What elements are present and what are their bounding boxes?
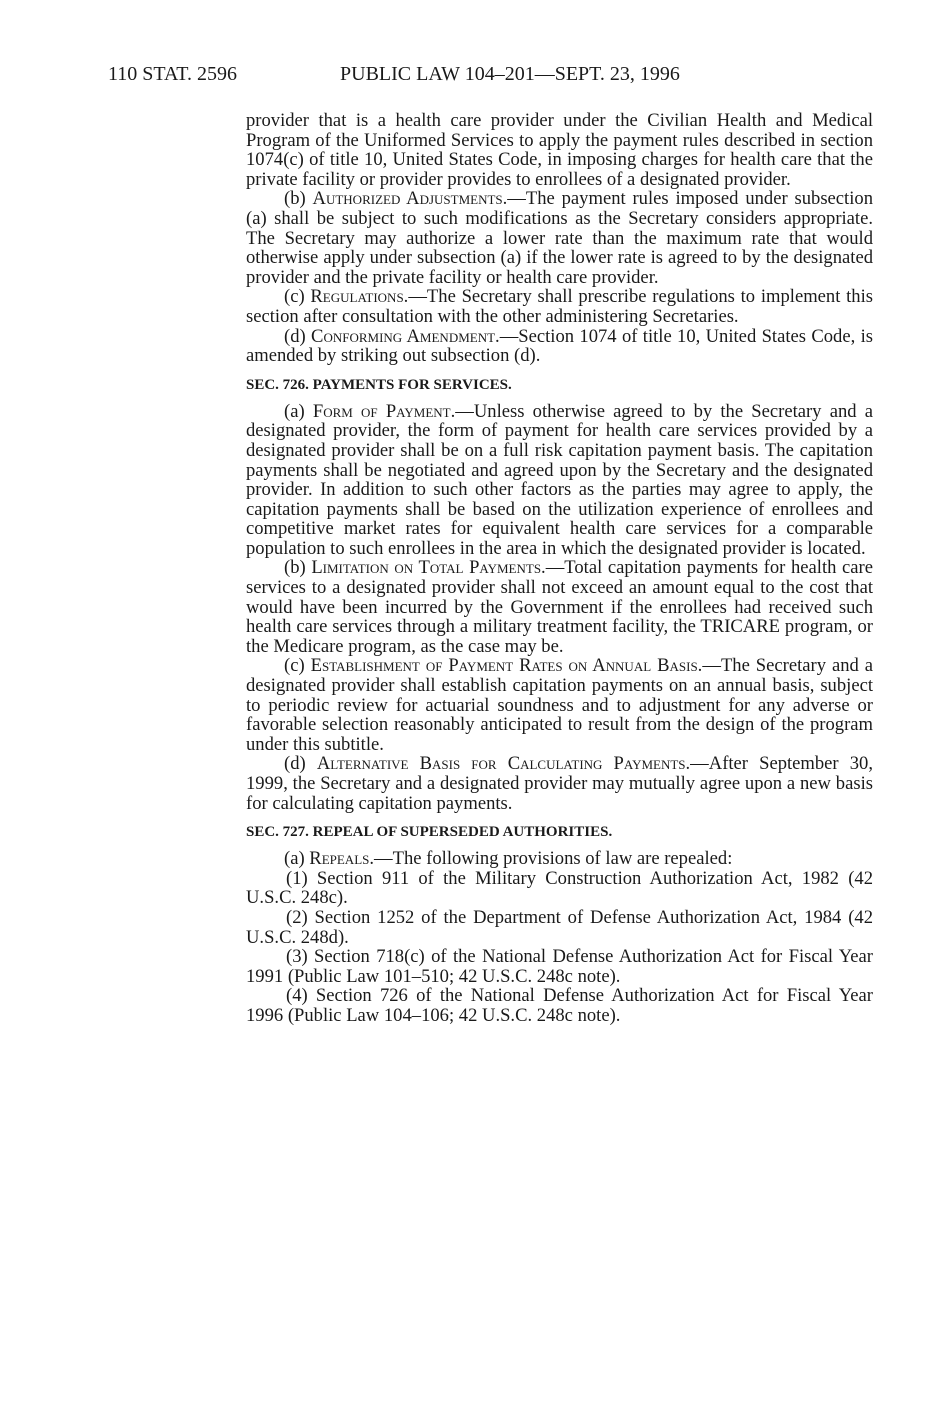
repealed-item: (3) Section 718(c) of the National Defense Authorization Act for Fiscal Year 1991 (Public Law 101–510; 42 U.S.C. 248c note).: [246, 946, 873, 987]
repealed-item: (1) Section 911 of the Military Construction Authorization Act, 1982 (42 U.S.C. 248c).: [246, 867, 873, 909]
subsection-text: —Section 1074 of title 10, United States Code, is amended by striking out subsection (d).: [246, 325, 873, 367]
subsection-heading: Form of Payment.: [312, 400, 456, 422]
subsection-heading: Establishment of Payment Rates on Annual Basis.: [310, 655, 703, 677]
statute-page-number: 110 STAT. 2596: [108, 63, 237, 85]
subsection-number: (b): [284, 188, 306, 210]
subsection-number: (a): [284, 848, 305, 870]
subsection-number: (d): [284, 325, 306, 347]
section-726-heading: SEC. 726. PAYMENTS FOR SERVICES.: [246, 376, 512, 393]
subsection-text: —Total capitation payments for health care services to a designated provider shall not exceed an amount equal to the cost that would have been incurred by the Government if the enrollees had received such health care services through a military treatment facility, the TRICARE program, or the Medicare program, as the case may be.: [246, 557, 873, 657]
subsection-heading: Limitation on Total Payments.: [311, 557, 546, 579]
repealed-item: (4) Section 726 of the National Defense Authorization Act for Fiscal Year 1996 (Public Law 104–106; 42 U.S.C. 248c note).: [246, 985, 873, 1026]
subsection-heading: Repeals.: [309, 848, 375, 870]
subsection-heading: Authorized Adjustments.: [312, 188, 508, 210]
subsection-number: (c): [284, 286, 305, 308]
sec725-subsection-d: [246, 327, 873, 366]
document-body: [246, 111, 873, 1026]
subsection-heading: Regulations.: [310, 286, 409, 308]
subsection-text: —The payment rules imposed under subsection (a) shall be subject to such modifications as the Secretary considers appropriate. The Secretary may authorize a lower rate than the maximum rate that would otherwise apply under subsection (a) if the lower rate is agreed to by the designated provider and the private facility or health care provider.: [246, 188, 873, 288]
repealed-provisions-list: [246, 869, 873, 1026]
subsection-number: (c): [284, 655, 305, 677]
subsection-heading: Conforming Amendment.: [311, 325, 500, 347]
sec725-subsection-c: [246, 287, 873, 326]
subsection-number: (d): [284, 753, 306, 775]
subsection-text: —Unless otherwise agreed to by the Secretary and a designated provider, the form of payment for health care services provided by a designated provider shall be on a full risk capitation payment basis. The capitation payments shall be negotiated and agreed upon by the Secretary and the designated provider. In addition to such other factors as the parties may agree to apply, the capitation payments shall be based on the utilization experience of enrollees and competitive market rates for equivalent health care services for a comparable population to such enrollees in the area in which the designated provider is located.: [246, 400, 873, 559]
subsection-number: (a): [284, 400, 305, 422]
subsection-text: —The Secretary and a designated provider shall establish capitation payments on an annual basis, subject to periodic review for actuarial soundness and to adjustment for any adverse or favorable selection reasonably anticipated to result from the design of the program under this subtitle.: [246, 655, 874, 755]
subsection-number: (b): [284, 557, 306, 579]
subsection-text: —After September 30, 1999, the Secretary and a designated provider may mutually agree upon a new basis for calculating capitation payments.: [246, 753, 873, 814]
sec727-subsection-a: [246, 849, 873, 869]
public-law-running-head: PUBLIC LAW 104–201—SEPT. 23, 1996: [340, 63, 680, 85]
sec725-subsection-b: [246, 189, 873, 287]
repealed-item: (2) Section 1252 of the Department of Defense Authorization Act, 1984 (42 U.S.C. 248d).: [246, 906, 873, 948]
subsection-text: —The following provisions of law are repealed:: [374, 848, 733, 870]
sec726-subsection-d: [246, 754, 873, 813]
subsection-text: —The Secretary shall prescribe regulations to implement this section after consultation with the other administering Secretaries.: [246, 286, 873, 327]
continuation-paragraph: provider that is a health care provider under the Civilian Health and Medical Program of the Uniformed Services to apply the payment rules described in section 1074(c) of title 10, United States Code, in imposing charges for health care that the private facility or provider provides to enrollees of a designated provider.: [246, 110, 873, 190]
subsection-heading: Alternative Basis for Calculating Payments.: [316, 753, 691, 775]
sec726-subsection-c: [246, 656, 873, 754]
sec726-subsection-a: [246, 402, 873, 559]
sec726-subsection-b: [246, 558, 873, 656]
section-727-heading: SEC. 727. REPEAL OF SUPERSEDED AUTHORITIES.: [246, 824, 613, 841]
